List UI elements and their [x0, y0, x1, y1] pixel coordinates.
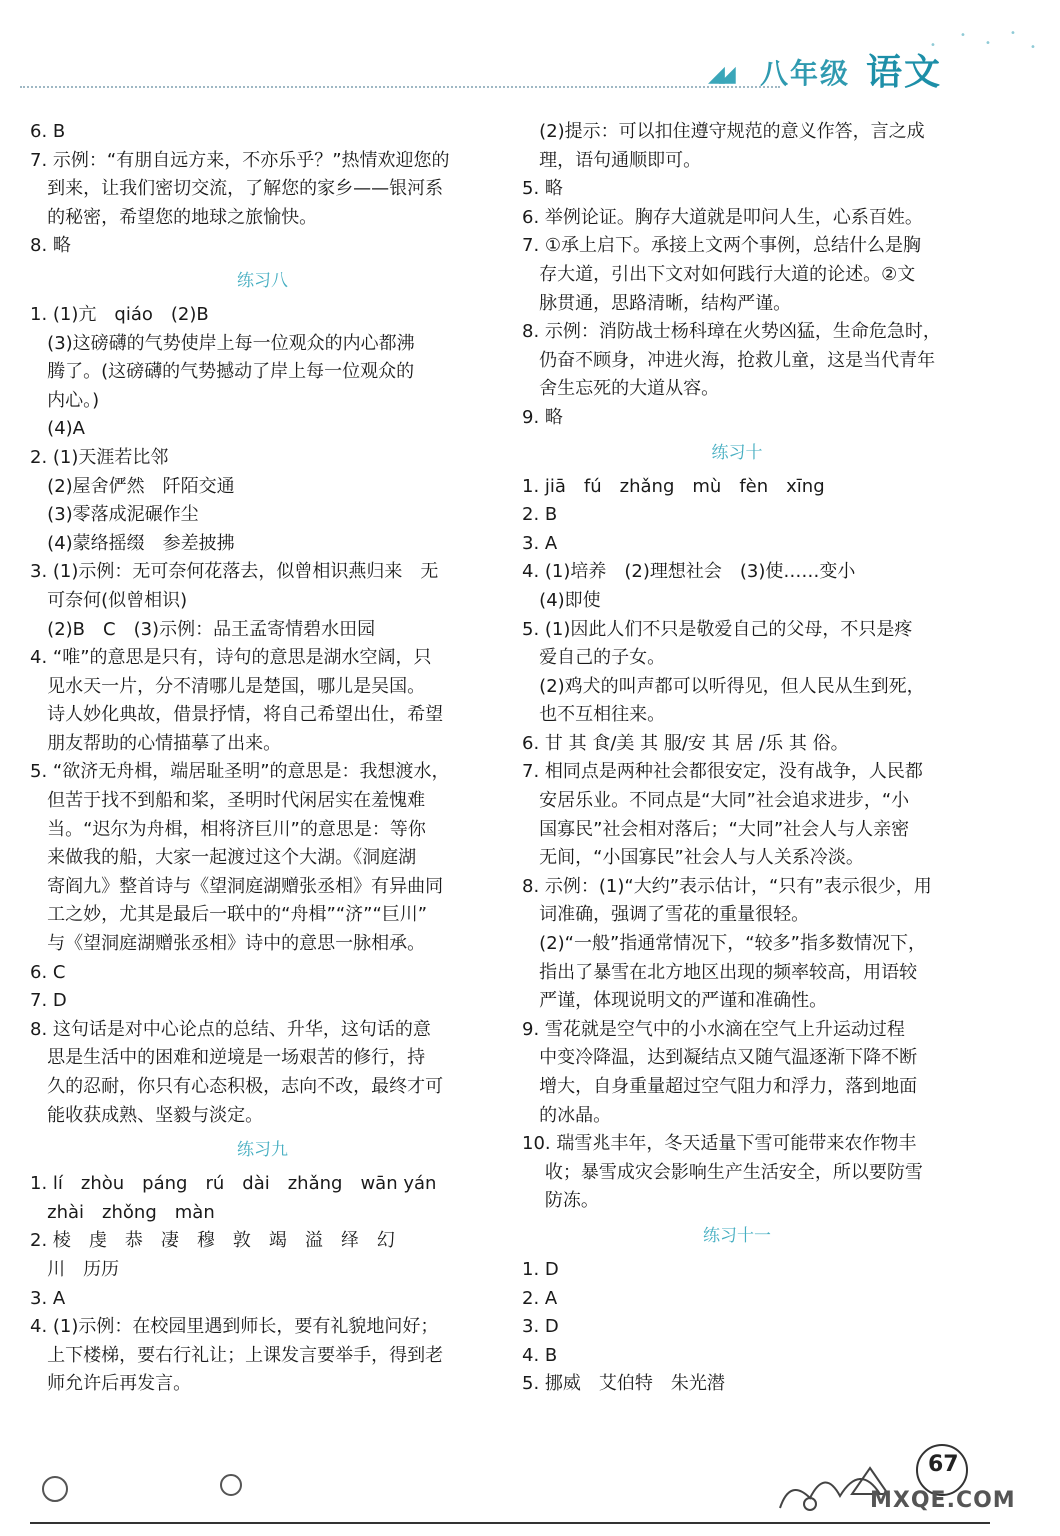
- answer-line: 思是生活中的困难和逆境是一场艰苦的修行，持: [30, 1047, 426, 1069]
- answer-line: 7. ①承上启下。承接上文两个事例，总结什么是胸: [522, 235, 922, 257]
- header-arrows-icon: ◢◢: [708, 62, 730, 87]
- answer-line: (2)屋舍俨然 阡陌交通: [30, 475, 235, 497]
- left-column: [30, 118, 495, 1399]
- answer-line: 6. 甘 其 食/美 其 服/安 其 居 /乐 其 俗。: [522, 732, 849, 754]
- answer-line: 9. 雪花就是空气中的小水滴在空气上升运动过程: [522, 1018, 905, 1040]
- footer-bubble-icon: [42, 1476, 68, 1502]
- right-column: [522, 118, 952, 1399]
- section-title: 练习十: [711, 442, 763, 463]
- answer-line: 8. 略: [30, 235, 71, 257]
- answer-line: 8. 这句话是对中心论点的总结、升华，这句话的意: [30, 1018, 431, 1040]
- answer-line: zhài zhǒng màn: [30, 1201, 215, 1223]
- answer-line: (2)提示：可以扣住遵守规范的意义作答，言之成: [522, 121, 925, 142]
- answer-line: 仍奋不顾身，冲进火海，抢救儿童，这是当代青年: [522, 349, 936, 371]
- answer-line: 4. (1)培养 (2)理想社会 (3)使……变小: [522, 561, 856, 583]
- sparkle-icon: •: [1030, 42, 1036, 53]
- answer-line: 上下楼梯，要右行礼让；上课发言要举手，得到老: [30, 1344, 444, 1366]
- answer-line: 腾了。(这磅礴的气势撼动了岸上每一位观众的: [30, 361, 415, 383]
- answer-line: 3. D: [522, 1316, 559, 1338]
- answer-line: 1. jiā fú zhǎng mù fèn xīng: [522, 475, 825, 497]
- answer-line: 的冰晶。: [522, 1104, 612, 1126]
- answer-line: 5. 挪威 艾伯特 朱光潜: [522, 1373, 725, 1395]
- answer-line: 指出了暴雪在北方地区出现的频率较高，用语较: [522, 961, 918, 983]
- answer-line: 9. 略: [522, 406, 563, 428]
- answer-line: (3)这磅礴的气势使岸上每一位观众的内心都沸: [30, 332, 415, 354]
- answer-line: 6. 举例论证。胸存大道就是叩问人生，心系百姓。: [522, 206, 923, 228]
- answer-line: 1. lí zhòu páng rú dài zhǎng wān yán: [30, 1173, 437, 1195]
- answer-line: 内心。): [30, 389, 100, 411]
- answer-line: 6. B: [30, 121, 66, 142]
- answer-line: 久的忍耐，你只有心态积极，志向不改，最终才可: [30, 1076, 444, 1097]
- sparkle-icon: •: [960, 30, 966, 41]
- page-footer: [0, 1440, 1060, 1536]
- section-title: 练习八: [237, 270, 288, 291]
- page-number: 67: [928, 1452, 959, 1477]
- answer-line: 5. “欲济无舟楫，端居耻圣明”的意思是：我想渡水，: [30, 761, 450, 783]
- answer-line: 川 历历: [30, 1258, 120, 1280]
- answer-line: (4)A: [30, 418, 85, 440]
- answer-line: 可奈何(似曾相识): [30, 589, 188, 611]
- answer-line: 3. (1)示例：无可奈何花落去，似曾相识燕归来 无: [30, 561, 439, 583]
- answer-line: (4)蒙络摇缀 参差披拂: [30, 532, 235, 554]
- answer-line: 3. A: [522, 532, 558, 554]
- answer-line: (2)鸡犬的叫声都可以听得见，但人民从生到死，: [522, 675, 925, 697]
- answer-line: 7. D: [30, 990, 67, 1012]
- answer-line: 能收获成熟、坚毅与淡定。: [30, 1104, 264, 1126]
- answer-line: 收；暴雪成灾会影响生产生活安全，所以要防雪: [522, 1161, 923, 1183]
- answer-line: 1. D: [522, 1258, 559, 1280]
- footer-rule: [30, 1522, 990, 1524]
- answer-line: 4. “唯”的意思是只有，诗句的意思是湖水空阔，只: [30, 647, 432, 669]
- answer-line: 但苦于找不到船和桨，圣明时代闲居实在羞愧难: [30, 790, 426, 812]
- header-grade: 八年级: [760, 57, 851, 90]
- answer-line: 到来，让我们密切交流，了解您的家乡——银河系: [30, 178, 444, 200]
- answer-line: 理，语句通顺即可。: [522, 149, 702, 171]
- answer-line: 7. 示例：“有朋自远方来，不亦乐乎？”热情欢迎您的: [30, 149, 450, 171]
- answer-line: 5. 略: [522, 178, 563, 200]
- answer-line: 诗人妙化典故，借景抒情，将自己希望出仕，希望: [30, 704, 444, 726]
- answer-line: 3. A: [30, 1287, 66, 1309]
- answer-line: 6. C: [30, 961, 66, 983]
- answer-line: 当。“迟尔为舟楫，相将济巨川”的意思是：等你: [30, 818, 426, 840]
- answer-line: 增大，自身重量超过空气阻力和浮力，落到地面: [522, 1076, 918, 1097]
- answer-line: 国寡民”社会相对落后；“大同”社会人与人亲密: [522, 818, 910, 840]
- answer-line: 2. (1)天涯若比邻: [30, 446, 169, 468]
- answer-line: 爱自己的子女。: [522, 647, 666, 669]
- answer-line: 2. B: [522, 504, 558, 526]
- answer-line: 朋友帮助的心情描摹了出来。: [30, 732, 282, 754]
- answer-line: 脉贯通，思路清晰，结构严谨。: [522, 292, 792, 314]
- answer-line: 严谨，体现说明文的严谨和准确性。: [522, 990, 828, 1012]
- answer-line: 也不互相往来。: [522, 704, 666, 726]
- page-header: [0, 0, 1060, 110]
- answer-line: 与《望洞庭湖赠张丞相》诗中的意思一脉相承。: [30, 933, 426, 955]
- answer-line: 来做我的船，大家一起渡过这个大湖。《洞庭湖: [30, 847, 417, 869]
- answer-line: 8. 示例：(1)“大约”表示估计，“只有”表示很少，用: [522, 875, 932, 897]
- answer-line: (2)“一般”指通常情况下，“较多”指多数情况下，: [522, 933, 926, 955]
- answer-line: 寄阎九》整首诗与《望洞庭湖赠张丞相》有异曲同: [30, 875, 444, 897]
- answer-line: 词准确，强调了雪花的重量很轻。: [522, 904, 810, 926]
- answer-line: 5. (1)因此人们不只是敬爱自己的父母，不只是疼: [522, 618, 913, 640]
- answer-line: 1. (1)亢 qiáo (2)B: [30, 303, 209, 325]
- answer-line: 舍生忘死的大道从容。: [522, 378, 720, 400]
- answer-line: 存大道，引出下文对如何践行大道的论述。②文: [522, 263, 916, 285]
- answer-line: 2. 棱 虔 恭 凄 穆 敦 竭 溢 绎 幻: [30, 1230, 395, 1252]
- answer-line: (3)零落成泥碾作尘: [30, 504, 199, 526]
- watermark: MXQE.COM: [870, 1488, 1016, 1513]
- answer-line: 师允许后再发言。: [30, 1373, 192, 1395]
- section-title: 练习十一: [703, 1225, 771, 1246]
- answer-line: 防冻。: [522, 1190, 599, 1212]
- sparkle-icon: •: [985, 38, 991, 49]
- sparkle-icon: •: [1010, 28, 1016, 39]
- answer-line: (2)B C (3)示例：品王孟寄情碧水田园: [30, 618, 376, 640]
- answer-line: 7. 相同点是两种社会都很安定，没有战争，人民都: [522, 761, 923, 783]
- answer-line: 2. A: [522, 1287, 558, 1309]
- answer-line: 4. (1)示例：在校园里遇到师长，要有礼貌地问好；: [30, 1316, 439, 1338]
- answer-line: 安居乐业。不同点是“大同”社会追求进步，“小: [522, 790, 910, 812]
- answer-line: 的秘密，希望您的地球之旅愉快。: [30, 206, 318, 228]
- answer-line: (4)即使: [522, 589, 601, 611]
- answer-line: 4. B: [522, 1344, 558, 1366]
- header-subject: 语文: [866, 52, 943, 93]
- answer-line: 见水天一片，分不清哪儿是楚国，哪儿是吴国。: [30, 675, 426, 697]
- header-dotted-rule: [20, 86, 780, 88]
- answer-line: 10. 瑞雪兆丰年，冬天适量下雪可能带来农作物丰: [522, 1133, 917, 1155]
- answer-line: 工之妙，尤其是最后一联中的“舟楫”“济”“巨川”: [30, 904, 428, 926]
- section-title: 练习九: [237, 1140, 288, 1161]
- footer-bubble-icon: [220, 1474, 242, 1496]
- answer-line: 无间，“小国寡民”社会人与人关系冷淡。: [522, 847, 864, 869]
- answer-line: 中变冷降温，达到凝结点又随气温逐渐下降不断: [522, 1047, 918, 1069]
- answer-line: 8. 示例：消防战士杨科璋在火势凶猛，生命危急时，: [522, 321, 941, 343]
- sparkle-icon: •: [930, 40, 936, 51]
